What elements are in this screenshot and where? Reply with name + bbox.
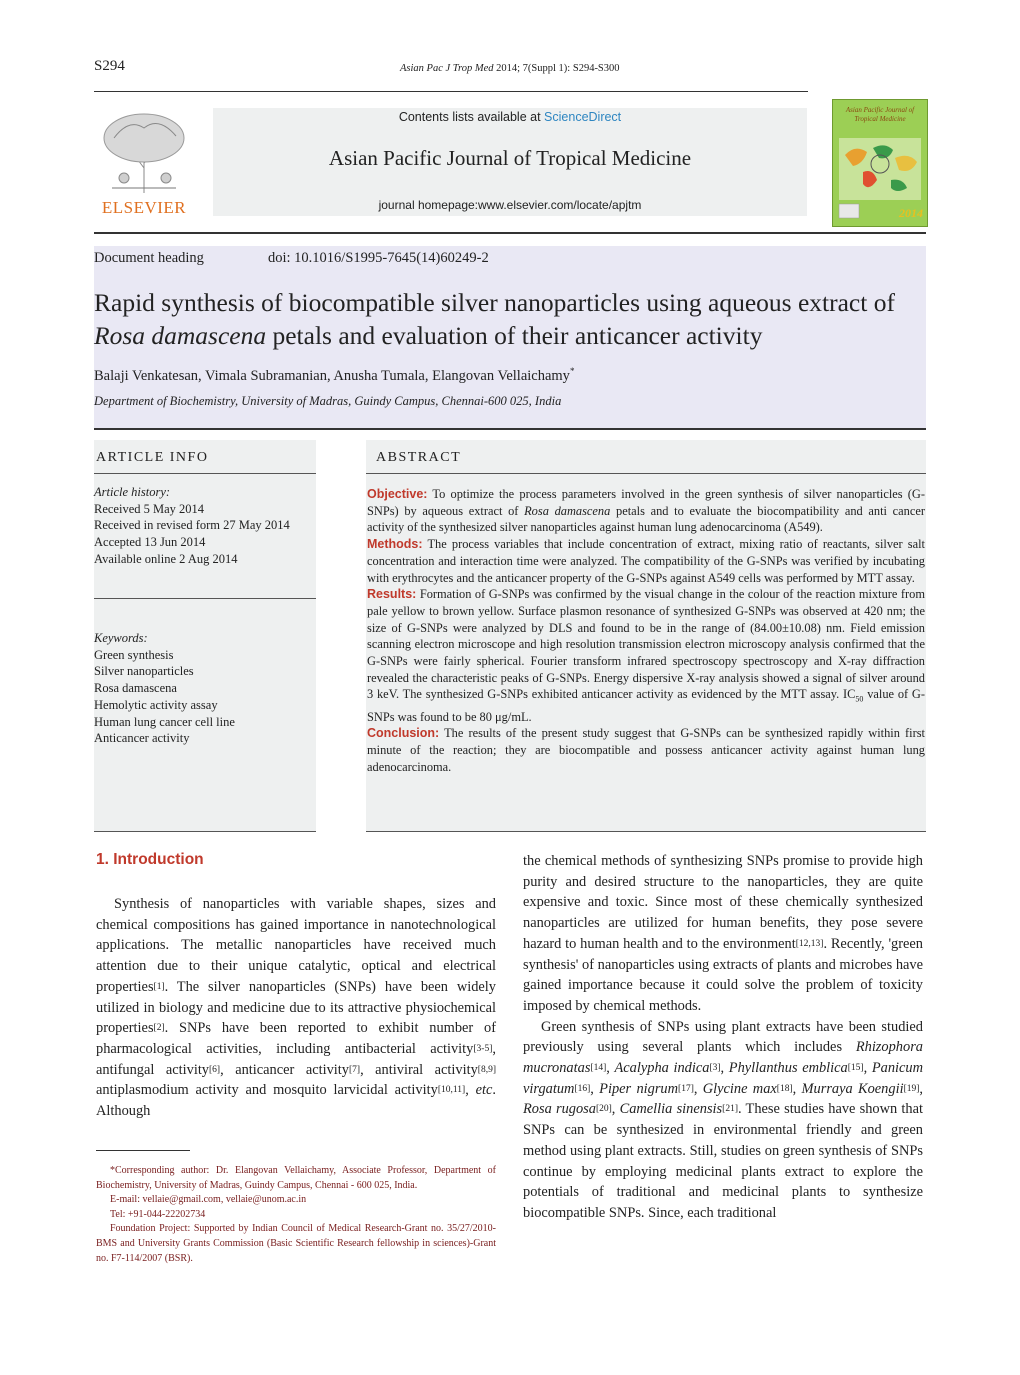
- results-text-2: value of G-SNPs was found to be 80 μg/mL.: [367, 687, 925, 724]
- body-text: . SNPs have been reported to exhibit number of pharmacological activities, including antibacterial activity: [96, 1020, 496, 1057]
- title-text-1: Rapid synthesis of biocompatible silver nanoparticles using aqueous extract of: [94, 288, 895, 317]
- footnote-rule: [96, 1150, 190, 1151]
- citation-ref[interactable]: [19]: [903, 1083, 920, 1094]
- footnote-corresponding: *Corresponding author: Dr. Elangovan Vellaichamy, Associate Professor, Department of Biochemistry, University of Madras, Guindy Campus, Chennai - 600 025, India.: [96, 1165, 496, 1191]
- elsevier-wordmark: ELSEVIER: [101, 198, 187, 217]
- keywords-label: Keywords:: [94, 631, 148, 645]
- species-name: Camellia sinensis: [619, 1101, 723, 1118]
- species-name: Panicum virgatum: [523, 1060, 923, 1097]
- body-text: antiplasmodium activity and mosquito larvicidal activity: [96, 1082, 438, 1099]
- abstract-objective: [367, 486, 925, 536]
- species-name: Phyllanthus emblica: [728, 1060, 848, 1077]
- citation-ref[interactable]: [20]: [595, 1104, 612, 1115]
- citation-ref[interactable]: [7]: [348, 1064, 361, 1075]
- abstract-results: [367, 586, 925, 725]
- abstract-bottom-rule: [366, 831, 926, 832]
- journal-homepage[interactable]: journal homepage:www.elsevier.com/locate/apjtm: [378, 198, 642, 212]
- authors: [94, 366, 574, 385]
- journal-name: Asian Pacific Journal of Tropical Medicine: [328, 146, 692, 170]
- citation-ref[interactable]: [17]: [678, 1083, 694, 1094]
- citation-ref[interactable]: [3]: [709, 1063, 721, 1074]
- methods-text: The process variables that include concentration of extract, mixing ratio of reactants, silver salt concentration and interaction time were analyzed. The compatibility of the G-SNPs was verified by incubating with erythrocytes and the anticancer property of the G-SNPs against A549 cells was performed by MTT assay.: [367, 537, 925, 585]
- abstract-rule: [366, 473, 926, 474]
- species-name: Glycine max: [702, 1080, 777, 1097]
- body-text: . The silver nanoparticles (SNPs) have been widely utilized in biology and medicine due to its attractive physiochemical properties: [96, 978, 496, 1037]
- body-text: Synthesis of nanoparticles with variable shapes, sizes and chemical compositions has gained importance in nanotechnological applications. The metallic nanoparticles have received much attention due to their unique catalytic, optical and electrical properties: [96, 896, 496, 995]
- citation-ref[interactable]: [10,11]: [437, 1085, 466, 1096]
- elsevier-logo: [94, 108, 194, 218]
- contents-prefix: Contents lists available at: [398, 110, 541, 124]
- citation-ref[interactable]: [8,9]: [477, 1064, 496, 1075]
- body-text: , antifungal activity: [96, 1040, 496, 1078]
- species-name: Piper nigrum: [599, 1080, 679, 1097]
- sciencedirect-link[interactable]: ScienceDirect: [544, 110, 622, 124]
- history-accepted: Accepted 13 Jun 2014: [94, 535, 206, 550]
- citation-ref[interactable]: [15]: [847, 1063, 864, 1074]
- history-online: Available online 2 Aug 2014: [94, 551, 238, 566]
- title-text-2: petals and evaluation of their anticancer activity: [266, 321, 763, 350]
- body-text: ,: [465, 1082, 476, 1099]
- corresponding-mark: *: [569, 366, 575, 376]
- species-name: Rhizophora mucronatas: [523, 1039, 923, 1077]
- article-info-rule: [94, 473, 316, 474]
- keyword: Silver nanoparticles: [94, 664, 194, 679]
- cover-year: 2014: [899, 206, 923, 220]
- doi[interactable]: doi: 10.1016/S1995-7645(14)60249-2: [268, 250, 489, 266]
- page-number: S294: [94, 58, 125, 74]
- body-text: Green synthesis of SNPs using plant extracts have been studied previously using several plants which includes: [523, 1018, 923, 1056]
- body-column-left: [96, 894, 496, 1122]
- footnote-tel: Tel: +91-044-22202734: [110, 1208, 206, 1220]
- keyword: Green synthesis: [94, 647, 174, 662]
- header-rule: [94, 91, 808, 92]
- intro-paragraph-1: [96, 894, 496, 1122]
- objective-text-2: petals and to evaluate the biocompatibility and anti cancer activity of the synthesized silver nanoparticles against human lung adenocarcinoma (A549).: [367, 503, 926, 535]
- history-revised: Received in revised form 27 May 2014: [94, 518, 290, 533]
- conclusion-label: Conclusion:: [367, 726, 440, 741]
- citation-ref[interactable]: [18]: [776, 1083, 793, 1094]
- abstract-methods: [367, 536, 925, 586]
- intro-paragraph-2: Green synthesis of SNPs using plant extracts have been studied previously using several plants which includes Rhizophora mucronatas[14], Acalypha indica[3], Phyllanthus emblica[15], Panicum virgatum[16], Piper nigrum[17], Glycine max[18], Murraya Koengii[19], Rosa rugosa[20], Camellia sinensis[21]. These studies have shown that SNPs can be synthesized in environmental friendly and green method using plant extracts. Still, studies on green synthesis of SNPs continue by employing medicinal plants extract to explore the potentials of traditional and medicinal plants to synthesize biocompatible SNPs. Since, each traditional: [523, 1018, 923, 1221]
- masthead-rule: [94, 232, 926, 234]
- results-label: Results:: [367, 587, 417, 602]
- footnote-email[interactable]: E-mail: vellaie@gmail.com, vellaie@unom.ac.in: [110, 1194, 307, 1206]
- article-title: [94, 286, 929, 352]
- contents-line: [213, 110, 807, 124]
- keyword: Anticancer activity: [94, 731, 190, 746]
- objective-species: Rosa damascena: [524, 503, 611, 518]
- article-info-divider: [94, 598, 316, 599]
- title-species: Rosa damascena: [94, 321, 267, 350]
- body-text: , antiviral activity: [360, 1061, 478, 1078]
- section-heading-introduction: 1. Introduction: [96, 851, 204, 868]
- document-heading: Document heading: [94, 250, 204, 266]
- body-text: the chemical methods of synthesizing SNPs promise to provide high purity and desired structure to the nanoparticles, they are quite expensive and toxic. Since most of these chemically synthesized nanoparticles are utilized for human benefits, they pose severe hazard to human health and to the environment: [523, 853, 923, 952]
- cover-title: Asian Pacific Journal of Tropical Medicine: [845, 106, 915, 123]
- footnotes: [96, 1164, 496, 1266]
- affiliation: Department of Biochemistry, University of Madras, Guindy Campus, Chennai-600 025, India: [94, 394, 562, 408]
- citation-ref[interactable]: [2]: [153, 1023, 165, 1034]
- body-text: . Although: [96, 1082, 496, 1120]
- abstract-conclusion: [367, 725, 925, 775]
- objective-label: Objective:: [367, 487, 428, 501]
- keyword: Rosa damascena: [94, 681, 177, 696]
- citation-line: [400, 63, 620, 74]
- keywords: [94, 630, 316, 747]
- journal-cover: [832, 99, 928, 227]
- citation-ref[interactable]: [3-5]: [473, 1043, 493, 1054]
- history-received: Received 5 May 2014: [94, 501, 205, 516]
- body-text-italic: etc: [475, 1082, 493, 1099]
- keyword: Human lung cancer cell line: [94, 714, 235, 729]
- citation-ref[interactable]: [1]: [153, 981, 165, 992]
- body-text: , anticancer activity: [220, 1061, 349, 1078]
- citation-ref[interactable]: [14]: [590, 1063, 607, 1074]
- species-name: Murraya Koengii: [801, 1080, 904, 1097]
- footnote-foundation: Foundation Project: Supported by Indian Council of Medical Research-Grant no. 35/27/2010-BMS and University Grants Commission (Basic Scientific Research fellowship in sciences)-Grant no. F7-114/2007 (BSR).: [96, 1223, 496, 1264]
- citation-ref[interactable]: [12,13]: [795, 938, 824, 949]
- article-header-rule: [94, 428, 926, 430]
- abstract-text: [367, 486, 925, 775]
- methods-label: Methods:: [367, 537, 423, 552]
- citation-ref[interactable]: [16]: [574, 1083, 591, 1094]
- body-text: . Recently, 'green synthesis' of nanoparticles using extracts of plants and microbes have gained importance because it could solve the problem of toxicity imposed by chemical methods.: [523, 935, 923, 1014]
- history-label: Article history:: [94, 485, 171, 499]
- article-info-heading: ARTICLE INFO: [96, 450, 209, 465]
- article-info-bottom-rule: [94, 831, 316, 832]
- keyword: Hemolytic activity assay: [94, 697, 218, 712]
- abstract-heading: ABSTRACT: [376, 450, 462, 465]
- intro-paragraph-1-continued: [523, 851, 923, 1017]
- conclusion-text: The results of the present study suggest that G-SNPs can be synthesized rapidly within first minute of the reaction; they are biocompatible and possess anticancer activity against human lung adenocarcinoma.: [367, 726, 925, 774]
- citation-ref[interactable]: [21]: [722, 1104, 738, 1115]
- results-text: Formation of G-SNPs was confirmed by the visual change in the colour of the reaction mixture from pale yellow to brown yellow. Surface plasmon resonance of synthesized G-SNPs was observed at 420 nm; the size of G-SNPs were analyzed by DLS and found to be in the range of (84.00±10.08) nm. Field emission scanning electron microscope and high resolution transmission electron microscopy analysis confirmed that the G-SNPs were fairly spherical. Fourier transform infrared spectroscopy spectroscopy and X-ray diffraction revealed the characteristic peaks of G-SNPs. Energy dispersive X-ray analysis showed a signal of silver around 3 keV. The synthesized G-SNPs exhibited anticancer activity as evidenced by the MTT assay. IC: [367, 587, 925, 702]
- species-name: Rosa rugosa: [523, 1101, 596, 1118]
- author-list: Balaji Venkatesan, Vimala Subramanian, Anusha Tumala, Elangovan Vellaichamy: [94, 367, 570, 384]
- body-text: . These studies have shown that SNPs can be synthesized in environmental friendly and green method using plant extracts. Still, studies on green synthesis of SNPs continue by employing medicinal plants extract to explore the potentials of traditional and medicinal plants to synthesize biocompatible SNPs. Since, each traditional: [523, 1101, 923, 1221]
- article-history: [94, 484, 316, 568]
- citation-details: 2014; 7(Suppl 1): S294-S300: [496, 63, 620, 74]
- citation-journal: Asian Pac J Trop Med: [400, 63, 494, 74]
- species-name: Acalypha indica: [614, 1060, 710, 1077]
- body-column-right: [523, 851, 923, 1224]
- objective-text: To optimize the process parameters involved in the green synthesis of silver nanoparticles (G-SNPs) by aqueous extract of: [367, 487, 925, 518]
- ic50-subscript: 50: [855, 694, 864, 704]
- citation-ref[interactable]: [6]: [209, 1064, 221, 1075]
